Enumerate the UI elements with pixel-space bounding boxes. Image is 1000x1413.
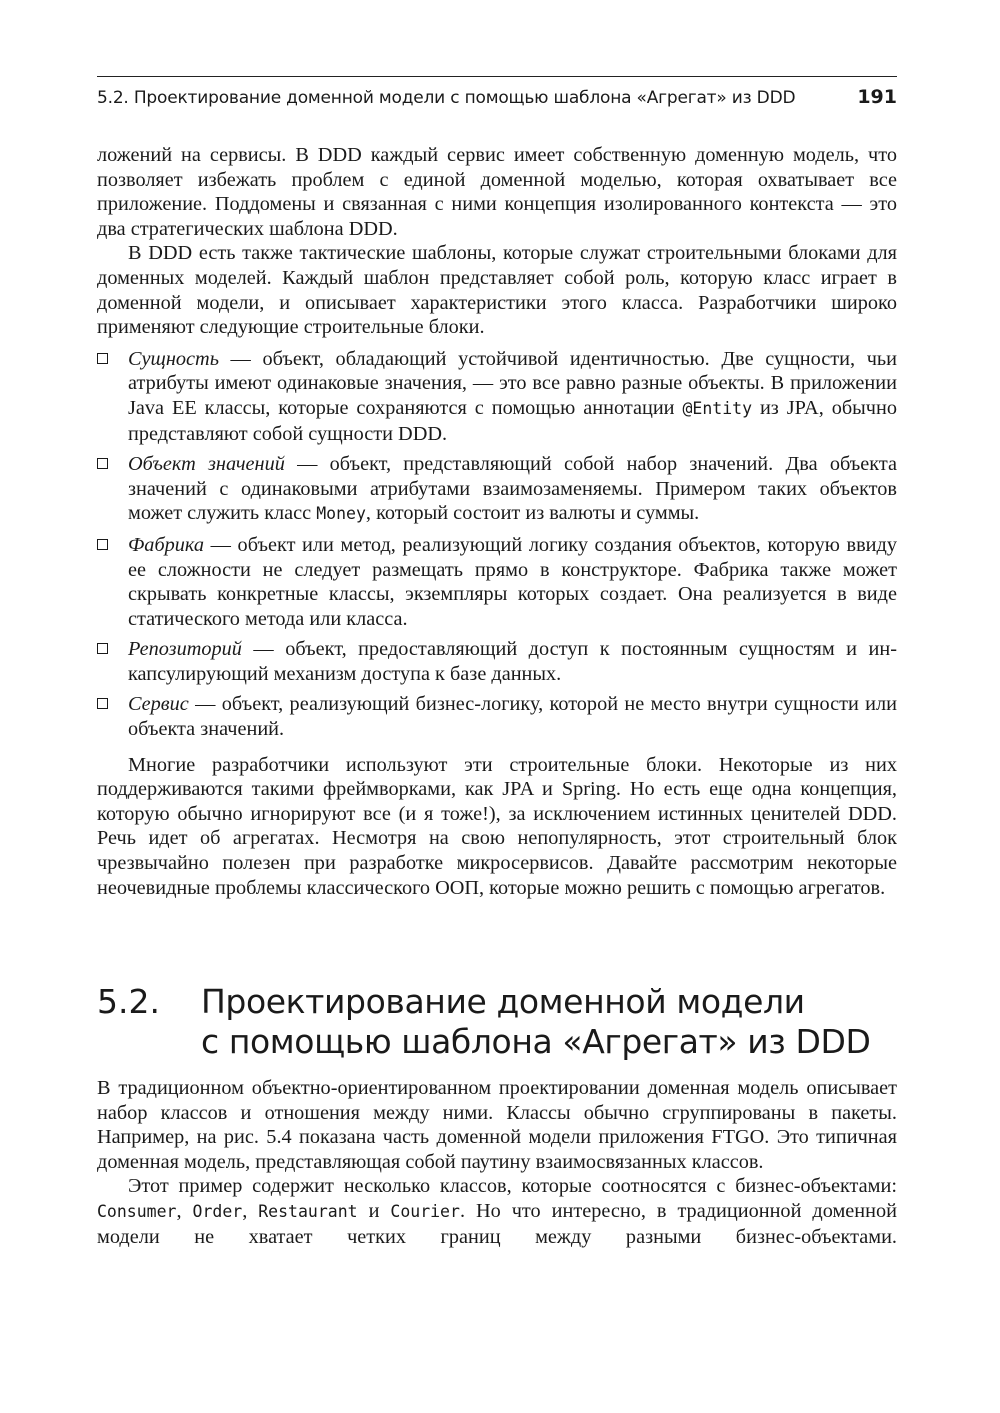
list-item-code: @Entity [682,398,753,418]
list-item-term: Фабрика [128,533,205,556]
class-name-code: Courier [390,1201,460,1221]
list-item-term: Объект значений [128,453,285,476]
section-number: 5.2. [97,982,160,1021]
list-item [97,533,897,631]
list-item-text: — объект, обладающий устойчивой идентичностью. Две сущности, чьи атрибуты имеют одинаковые значения, — это все равно разные объекты. В приложении Java EE классы, которые сохраняются с помощью аннотации [128,347,897,419]
list-item-text-after: из JPA, обычно представляют собой сущности DDD. [128,396,897,445]
list-item-text: — объект, представляющий собой набор значений. Два объекта значений с одинаковыми атрибутами взаимозаменяемы. Примером таких объектов может служить класс [128,453,897,525]
list-item-text: — объект или метод, реализующий логику создания объектов, которую ввиду ее сложности не следует размещать прямо в конструкторе. Фабрика также может скрывать конкретные классы, экземпляры которых создает. Она реализуется в виде статического метода или класса. [128,533,897,630]
section-paragraph-2-text-end: . Но что интересно, в традиционной доменной модели не хватает четких границ между разными бизнес-объектами. [97,1199,898,1248]
section-heading [97,982,897,1062]
checkbox-bullet-icon [97,698,108,709]
building-blocks-list [97,347,897,742]
list-item-term: Сервис [128,693,189,716]
list-item-term: Сущность [128,347,219,370]
list-item-text-after: , который состоит из валюты и суммы. [365,502,700,525]
section-body-text [97,1076,897,1249]
section-title-line-1: Проектирование доменной модели [201,982,805,1021]
list-item [97,692,897,741]
class-name-code: Consumer [97,1201,177,1221]
section-paragraph-1: В традиционном объектно-ориентированном проектировании доменная модель описывает набор классов и отношения между ними. Классы обычно сгруппированы в пакеты. Например, на рис. 5.4 показана часть доменной модели приложения FTGO. Это типичная доменная модель, представляющая собой паутину взаимосвязанных классов. [97,1077,897,1173]
after-list-paragraph: Многие разработчики используют эти строительные блоки. Некоторые из них поддерживаются такими фреймворками, как JPA и Spring. Но есть еще одна концепция, которую обычно игнорируют все (и я тоже!), за исключением истинных ценителей DDD. Речь идет об агрегатах. Несмотря на свою непопулярность, этот строительный блок чрезвычайно полезен при разработке микросервисов. Давайте рассмотрим некоторые неочевидные проблемы классического ООП, которые можно решить с помощью агрегатов. [97,753,897,899]
class-name-code: Restaurant [258,1201,358,1221]
section-title-line-2: с помощью шаблона «Агрегат» из DDD [201,1022,871,1061]
separator-text: , [176,1199,193,1222]
list-item [97,452,897,527]
separator-text: и [357,1199,391,1222]
checkbox-bullet-icon [97,353,108,364]
class-name-code: Order [192,1201,243,1221]
list-item-text: — объект, реализующий бизнес-логику, которой не место внутри сущности или объекта значений. [128,693,897,741]
intro-paragraph-2: В DDD есть также тактические шаблоны, которые служат строительными блоками для доменных моделей. Каждый шаблон представляет собой роль, которую класс играет в доменной модели, и описывает характеристики этого класса. Разработчики широко применяют следующие строительные блоки. [97,242,897,339]
separator-text: , [242,1199,259,1222]
list-item [97,347,897,446]
body-text [97,143,897,900]
list-item [97,637,897,686]
intro-paragraph-1: ложений на сервисы. В DDD каждый сервис имеет собственную доменную модель, что позволяет избежать проблем с единой доменной моделью, которая охватывает все приложение. Поддомены и связанная с ними концепция изолированного контекста — это два стратегических шаблона DDD. [97,144,897,240]
section-paragraph-2 [97,1174,897,1249]
list-item-code: Money [316,504,366,524]
section-paragraph-2-text: Этот пример содержит несколько классов, которые соотносятся с бизнес-объектами: [128,1175,897,1198]
running-header [97,76,897,108]
page-number: 191 [857,86,897,108]
checkbox-bullet-icon [97,643,108,654]
section-title [201,982,897,1062]
checkbox-bullet-icon [97,458,108,469]
list-item-text: — объект, предоставляющий доступ к постоянным сущностям и инкапсулирующий механизм доступа к базе данных. [128,638,897,685]
checkbox-bullet-icon [97,539,108,550]
running-header-title: 5.2. Проектирование доменной модели с помощью шаблона «Агрегат» из DDD [97,88,796,108]
list-item-term: Репозиторий [128,638,242,661]
